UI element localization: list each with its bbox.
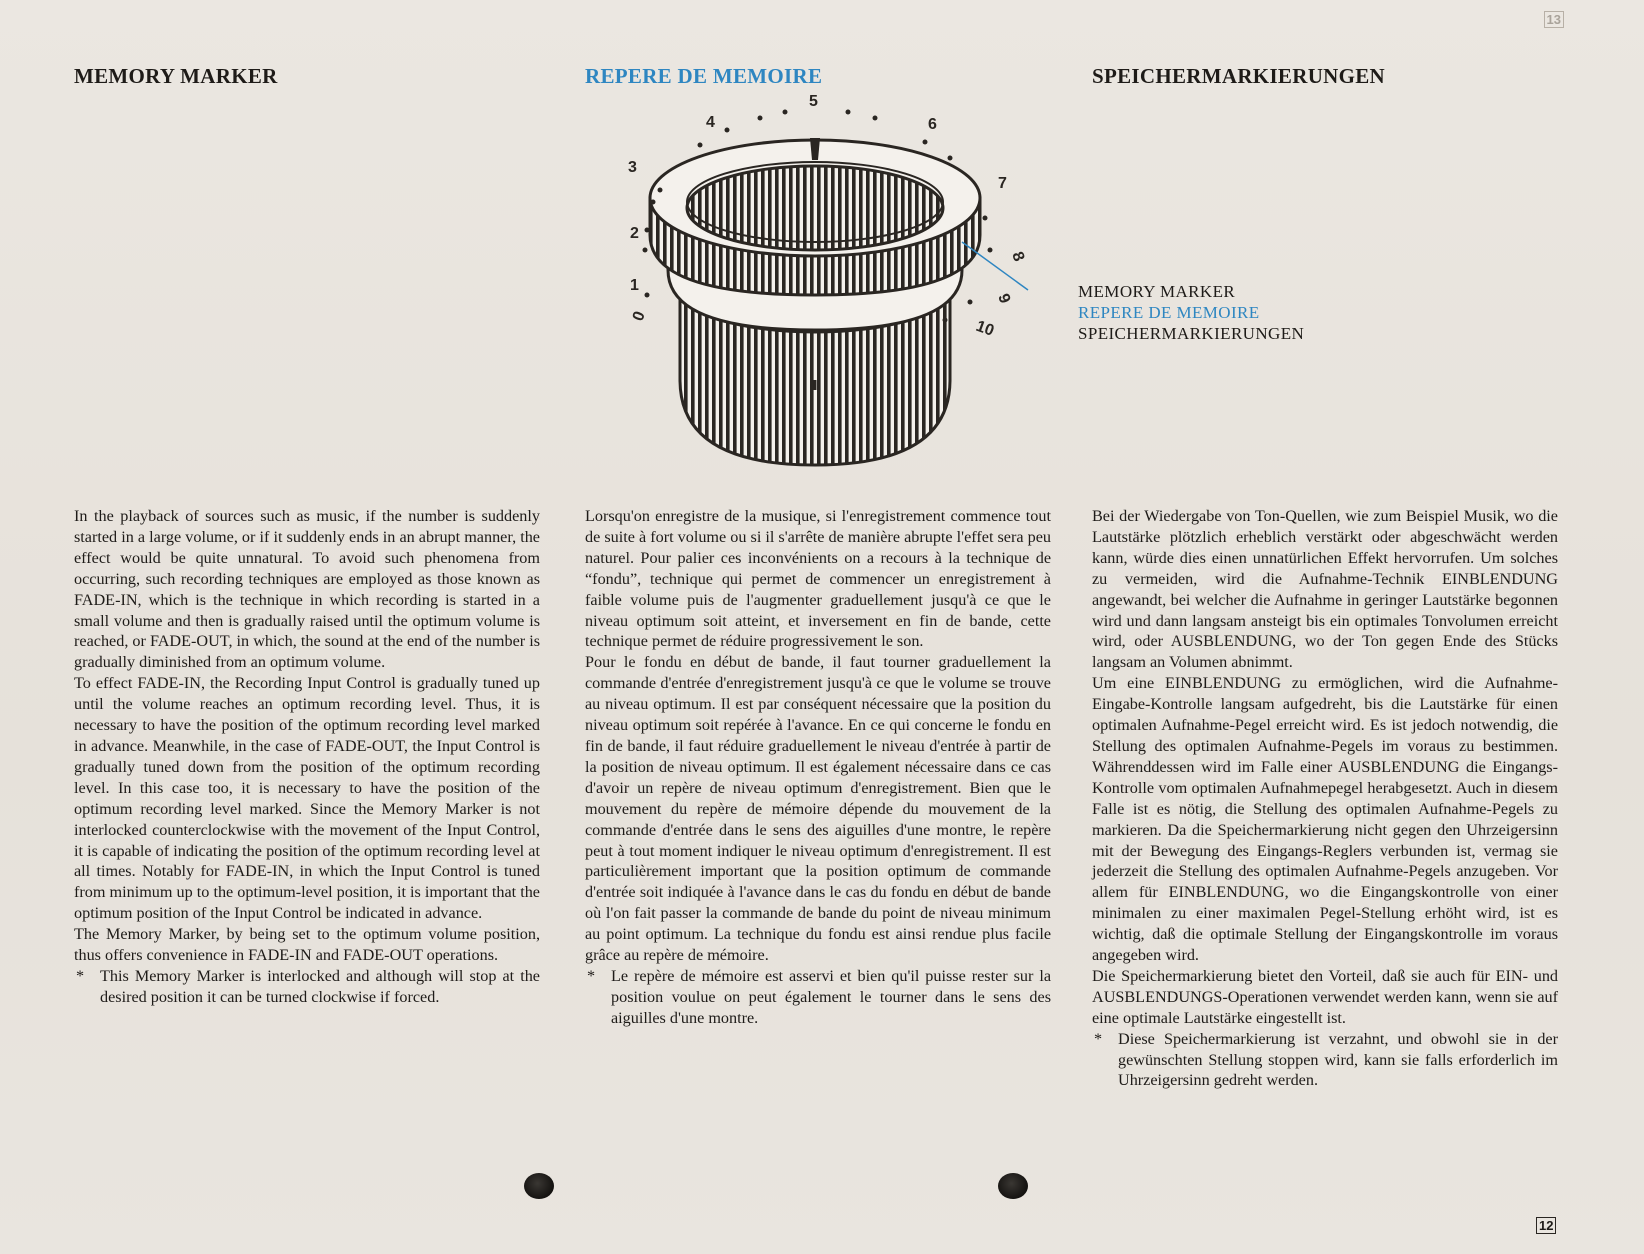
paragraph: Pour le fondu en début de bande, il faut tourner graduellement la commande d'entrée d'enregistrement jusqu'à ce que le volume se trouve au niveau optimum. Il est par conséquent nécessaire que la position du niveau optimum soit repérée à l'avance. En ce qui concerne le fondu en fin de bande, il faut réduire graduellement le niveau d'entrée à partir de la position de niveau optimum. Il est également nécessaire dans ce cas d'avoir un repère de niveau optimum d'enregistrement. Bien que le mouvement du repère de mémoire dépende du mouvement de la commande d'entrée dans le sens des aiguilles d'une montre, le repère peut à tout moment indiquer le niveau optimum d'enregistrement. Il est particulièrement important que la position optimum de commande d'entrée soit indiquée à l'avance dans le cas du fondu en début de bande où l'on fait passer la commande de bande du point de niveau minimum au point optimum. La technique du fondu est ainsi rendue plus facile grâce au repère de mémoire. (585, 653, 1051, 965)
title-english: MEMORY MARKER (74, 64, 278, 88)
footnote-mark: * (1094, 1029, 1103, 1048)
title-german: SPEICHERMARKIERUNGEN (1092, 64, 1386, 88)
callout-label-french: REPERE DE MEMOIRE (1078, 303, 1260, 322)
scale-number-5: 5 (809, 93, 818, 110)
paragraph: The Memory Marker, by being set to the optimum volume position, thus offers convenience in FADE-IN and FADE-OUT operations. (74, 925, 540, 965)
callout-label-german: SPEICHERMARKIERUNGEN (1078, 324, 1305, 343)
paragraph: Die Speichermarkierung bietet den Vorteil, daß sie auch für EIN- und AUSBLENDUNGS-Operationen verwendet werden kann, wenn sie auf eine optimale Lautstärke eingestellt ist. (1092, 966, 1558, 1027)
scale-number-7: 7 (998, 175, 1007, 192)
footnote-text: Le repère de mémoire est asservi et bien qu'il puisse rester sur la position voulue on peut également le tourner dans le sens des aiguilles d'une montre. (611, 966, 1051, 1027)
paragraph: To effect FADE-IN, the Recording Input Control is gradually tuned up until the volume reaches an optimum recording level. Thus, it is necessary to have the position of the optimum recording level marked in advance. Meanwhile, in the case of FADE-OUT, the Input Control is gradually tuned down from the position of the optimum recording level. In this case too, it is necessary to have the position of the optimum recording level marked. Since the Memory Marker is not interlocked counterclockwise with the movement of the Input Control, it is capable of indicating the position of the optimum recording level at all times. Notably for FADE-IN, in which the Input Control is tuned from minimum up to the optimum-level position, it is important that the optimum position of the Input Control be indicated in advance. (74, 674, 540, 923)
column-english (74, 506, 540, 1008)
scale-number-2: 2 (630, 225, 639, 242)
footnote (1092, 1029, 1558, 1092)
footnote-mark: * (76, 966, 85, 985)
scale-number-10: 10 (973, 317, 997, 340)
punch-hole-left (524, 1173, 554, 1199)
scale-number-1: 1 (630, 277, 639, 294)
column-french (585, 506, 1051, 1029)
scale-number-8: 8 (1008, 249, 1028, 264)
scale-number-3: 3 (628, 159, 637, 176)
paragraph: In the playback of sources such as music, if the number is suddenly started in a large volume, or if it suddenly ends in an abrupt manner, the effect would be quite unnatural. To avoid such phenomena from occurring, such recording techniques are employed as those known as FADE-IN, which is the technique in which recording is started in a small volume and then is gradually raised until the optimum volume is reached, or FADE-OUT, in which, the sound at the end of the number is gradually diminished from an optimum volume. (74, 507, 541, 672)
scale-number-4: 4 (706, 114, 715, 131)
paragraph: Um eine EINBLENDUNG zu ermöglichen, wird die Aufnahme-Eingabe-Kontrolle langsam aufgedreht, bis die Lautstärke für einen optimalen Aufnahme-Pegel erreicht wird. Es ist jedoch notwendig, die Stellung des optimalen Aufnahme-Pegels im voraus zu bestimmen. Währenddessen wird im Falle einer AUSBLENDUNG die Eingangs-Kontrolle vom optimalen Aufnahmepegel herabgesetzt. Auch in diesem Falle ist es nötig, die Stellung des optimalen Aufnahme-Pegels zu markieren. Da die Speichermarkierung nicht gegen den Uhrzeigersinn mit der Bewegung des Eingangs-Reglers verbunden ist, vermag sie jederzeit die Stellung des optimalen Aufnahme-Pegels anzugeben. Vor allem für EINBLENDUNG, wo die Eingangskontrolle von einer minimalen zu einer maximalen Pegel-Stellung erhöht wird, ist es wichtig, daß die optimale Stellung der Eingangskontrolle im voraus angegeben wird. (1092, 674, 1558, 965)
punch-hole-right (998, 1173, 1028, 1199)
title-french: REPERE DE MEMOIRE (585, 64, 823, 88)
footnote (585, 966, 1051, 1029)
callout-leader-line (962, 242, 1028, 290)
scale-number-6: 6 (928, 116, 937, 133)
scale-number-0: 0 (629, 309, 649, 324)
memory-marker-dial-illustration (600, 90, 1028, 490)
paragraph: Bei der Wiedergabe von Ton-Quellen, wie zum Beispiel Musik, wo die Lautstärke plötzlich erheblich verstärkt oder abgeschwächt werden kann, würde dies einen unnatürlichen Effekt hervorrufen. Um solches zu vermeiden, wird die Aufnahme-Technik EINBLENDUNG angewandt, bei welcher die Aufnahme in geringer Lautstärke begonnen wird und dann langsam ansteigt bis ein optimales Tonvolumen erreicht wird, oder AUSBLENDUNG, wo der Ton gegen Ende des Stücks langsam an Volumen abnimmt. (1092, 507, 1558, 672)
callout-label-english: MEMORY MARKER (1078, 282, 1236, 301)
paragraph: Lorsqu'on enregistre de la musique, si l'enregistrement commence tout de suite à fort volume ou si il s'arrête de manière abrupte l'effet sera peu naturel. Pour palier ces inconvénients on a recours à la technique de “fondu”, technique qui permet de commencer un enregistrement à faible volume puis de l'augmenter graduellement jusqu'à ce que le niveau optimum soit atteint, et inversement en fin de bande, cette technique permet de réduire progressivement le son. (585, 507, 1051, 651)
column-german (1092, 506, 1558, 1091)
page-number-top: 13 (1544, 11, 1564, 28)
scale-number-9: 9 (994, 291, 1014, 306)
footnote (74, 966, 540, 1008)
footnote-text: This Memory Marker is interlocked and although will stop at the desired position it can be turned clockwise if forced. (100, 966, 540, 1006)
footnote-text: Diese Speichermarkierung ist verzahnt, und obwohl sie in der gewünschten Stellung stoppen wird, kann sie falls erforderlich im Uhrzeigersinn gedreht werden. (1118, 1029, 1558, 1090)
footnote-mark: * (587, 966, 596, 985)
page-number-bottom: 12 (1536, 1217, 1556, 1234)
